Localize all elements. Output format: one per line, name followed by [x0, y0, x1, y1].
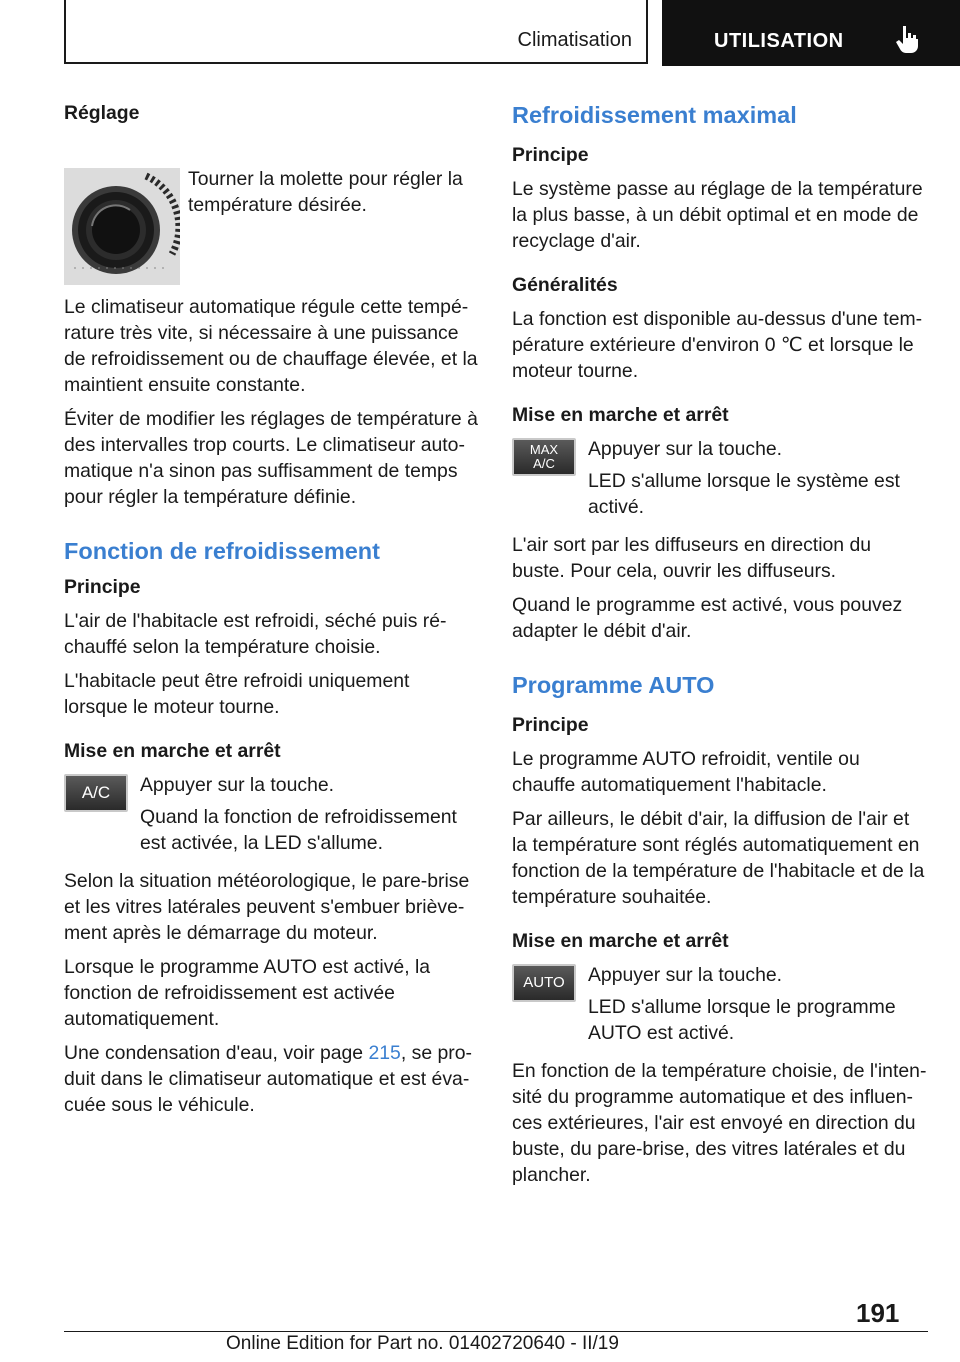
ac-button-image: A/C: [64, 774, 128, 812]
max-title: Refroidissement maximal: [512, 102, 797, 128]
footer-edition: Online Edition for Part no. 01402720640 - II/19: [226, 1333, 619, 1354]
max-principe-p: Le système passe au réglage de la température la plus basse, à un débit optimal et en mode de recyclage d'air.: [512, 178, 923, 252]
auto-p3: En fonction de la température choisie, de l'intensité du programme automatique et des influences extérieures, l'air est envoyé en direction du buste, du pare-brise, des vitres latérales et du plancher.: [512, 1060, 927, 1186]
page-number: 191: [856, 1298, 900, 1328]
auto-title: Programme AUTO: [512, 672, 715, 698]
auto-principe-p2: Par ailleurs, le débit d'air, la diffusion de l'air et la température sont réglés automatiquement en fonction de la température de l'habitacle et de la température souhaitée.: [512, 808, 925, 908]
auto-button-row: [512, 962, 928, 1046]
reglage-fig-text: Tourner la molette pour régler la température désirée.: [188, 168, 463, 216]
ac-btn-p2: Quand la fonction de refroidissement est activée, la LED s'allume.: [140, 806, 457, 854]
header-section-box: [64, 0, 648, 64]
max-label: MAX: [529, 442, 559, 457]
header-chapter-tab: [662, 0, 960, 66]
dial-knob-icon: [64, 168, 180, 285]
reglage-heading: Réglage: [64, 102, 140, 124]
max-general-p: La fonction est disponible au-dessus d'une température extérieure d'environ 0 ℃ et lorsque le moteur tourne.: [512, 308, 923, 382]
auto-button-image: AUTO: [512, 964, 576, 1002]
reglage-figure-row: [64, 166, 478, 294]
right-column: [512, 100, 928, 1196]
max-principe-heading: Principe: [512, 144, 589, 166]
header-section-title: Climatisation: [517, 29, 632, 51]
hand-pointer-icon: [894, 24, 922, 54]
max-general-heading: Généralités: [512, 274, 618, 296]
auto-principe-heading: Principe: [512, 714, 589, 736]
max-p4: Quand le programme est activé, vous pouvez adapter le débit d'air.: [512, 594, 903, 642]
refroid-p5-a: Une condensation d'eau, voir page: [64, 1042, 369, 1064]
refroid-title: Fonction de refroidissement: [64, 538, 380, 564]
ac-button-row: [64, 772, 478, 856]
auto-btn-p1: Appuyer sur la touche.: [588, 964, 783, 986]
refroid-principe-heading: Principe: [64, 576, 141, 598]
max-ac-button-image: [512, 438, 576, 476]
max-p3: L'air sort par les diffuseurs en direction du buste. Pour cela, ouvrir les diffuseurs.: [512, 534, 872, 582]
refroid-p3: Selon la situation météorologique, le pare-brise et les vitres latérales peuvent s'embuer brièvement après le démarrage du moteur.: [64, 870, 470, 944]
footer-divider: [64, 1331, 928, 1332]
refroid-p5-b: , se produit dans le climatiseur automatique et est évacuée sous le véhicule.: [64, 1042, 472, 1116]
ac-btn-p1: Appuyer sur la touche.: [140, 774, 335, 796]
max-ac-button-row: [512, 436, 928, 520]
auto-principe-p1: Le programme AUTO refroidit, ventile ou chauffe automatiquement l'habitacle.: [512, 748, 860, 796]
refroid-principe-p2: L'habitacle peut être refroidi uniquement lorsque le moteur tourne.: [64, 670, 410, 718]
max-onoff-heading: Mise en marche et arrêt: [512, 404, 729, 426]
temperature-knob-image: [64, 168, 180, 285]
auto-onoff-heading: Mise en marche et arrêt: [512, 930, 729, 952]
max-ac-label: A/C: [533, 456, 555, 471]
refroid-onoff-heading: Mise en marche et arrêt: [64, 740, 281, 762]
reglage-p2: Éviter de modifier les réglages de température à des intervalles trop courts. Le climatiseur automatique n'a sinon pas suffisamment de temps pour régler la température définie.: [64, 408, 478, 508]
reglage-p1: Le climatiseur automatique régule cette température très vite, si nécessaire à une puissance de refroidissement ou de chauffage élevée, et la maintient ensuite constante.: [64, 296, 478, 396]
auto-btn-p2: LED s'allume lorsque le programme AUTO est activé.: [588, 996, 896, 1044]
max-btn-p1: Appuyer sur la touche.: [588, 438, 783, 460]
header-chapter-title: UTILISATION: [714, 30, 844, 52]
max-btn-p2: LED s'allume lorsque le système est activé.: [588, 470, 900, 518]
refroid-principe-p1: L'air de l'habitacle est refroidi, séché puis réchauffé selon la température choisie.: [64, 610, 447, 658]
refroid-p5: [64, 1040, 478, 1118]
left-column: [64, 100, 478, 1126]
refroid-p4: Lorsque le programme AUTO est activé, la fonction de refroidissement est activée automatiquement.: [64, 956, 431, 1030]
page-215-link[interactable]: 215: [368, 1042, 401, 1064]
